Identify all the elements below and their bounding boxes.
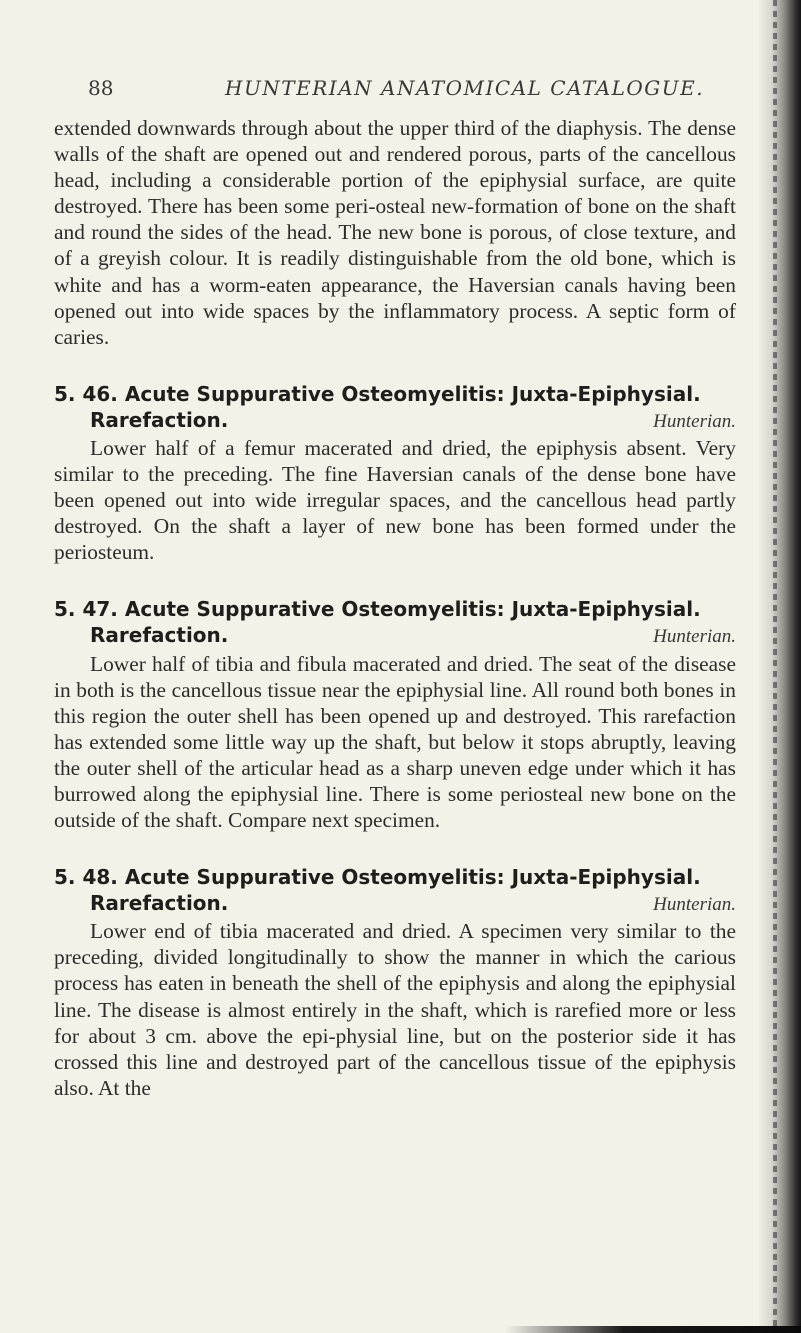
entry-description: Lower half of a femur macerated and dried, the epiphysis absent. Very similar to the preceding. The fine Haversian canals of the dense bone have been opened out into wide irregular spaces, and the cancellous head partly destroyed. On the shaft a layer of new bone has been formed under the periosteum. xyxy=(54,435,736,565)
entry-description: Lower half of tibia and fibula macerated and dried. The seat of the disease in both is the cancellous tissue near the epiphysial line. All round both bones in this region the outer shell has been opened up and destroyed. This rarefaction has extended some little way up the shaft, but below it stops abruptly, leaving the outer shell of the articular head as a sharp uneven edge under which it has burrowed along the epiphysial line. There is some periosteal new bone on the outside of the shaft. Compare next specimen. xyxy=(54,651,736,833)
entry-subline xyxy=(54,890,736,918)
catalogue-entry-5-46 xyxy=(54,381,736,566)
entry-source: Hunterian. xyxy=(653,626,736,648)
entry-title-continued: Rarefaction. xyxy=(90,891,229,916)
entry-description: Lower end of tibia macerated and dried. A specimen very similar to the preceding, divided longitudinally to show the manner in which the carious process has eaten in beneath the shell of the epiphysis and along the epiphysial line. The disease is almost entirely in the shaft, which is rarefied more or less for about 3 cm. above the epi-physial line, but on the posterior side it has crossed this line and destroyed part of the cancellous tissue of the epiphysis also. At the xyxy=(54,919,736,1100)
entry-number: 5. 47. xyxy=(54,597,118,622)
page-binding-edge xyxy=(759,0,801,1333)
page-header xyxy=(88,76,728,106)
page-body xyxy=(54,115,736,1101)
entry-title: Acute Suppurative Osteomyelitis: Juxta-Epiphysial. xyxy=(124,865,701,890)
entry-subline xyxy=(54,407,736,435)
entry-source: Hunterian. xyxy=(653,410,736,432)
entry-number: 5. 48. xyxy=(54,865,118,890)
entry-heading xyxy=(54,381,736,407)
intro-paragraph: extended downwards through about the upper third of the diaphysis. The dense walls of the shaft are opened out and rendered porous, parts of the cancellous head, including a considerable portion of the epiphysial surface, are quite destroyed. There has been some peri-osteal new-formation of bone on the shaft and round the sides of the head. The new bone is porous, of close texture, and of a greyish colour. It is readily distinguishable from the old bone, which is white and has a worm-eaten appearance, the Haversian canals having been opened out into wide spaces by the inflammatory process. A septic form of caries. xyxy=(54,116,736,349)
entry-title-continued: Rarefaction. xyxy=(90,623,229,648)
catalogue-entry-5-48 xyxy=(54,864,736,1101)
catalogue-entry-5-47 xyxy=(54,596,736,833)
entry-heading xyxy=(54,864,736,890)
page-bottom-edge xyxy=(505,1326,801,1333)
entry-title: Acute Suppurative Osteomyelitis: Juxta-Epiphysial. xyxy=(124,381,701,406)
page-number: 88 xyxy=(88,76,114,100)
entry-heading xyxy=(54,596,736,622)
entry-title-continued: Rarefaction. xyxy=(90,407,229,432)
entry-title: Acute Suppurative Osteomyelitis: Juxta-Epiphysial. xyxy=(124,597,701,622)
entry-source: Hunterian. xyxy=(653,894,736,916)
running-title: HUNTERIAN ANATOMICAL CATALOGUE. xyxy=(225,76,705,100)
entry-number: 5. 46. xyxy=(54,381,118,406)
entry-subline xyxy=(54,622,736,650)
